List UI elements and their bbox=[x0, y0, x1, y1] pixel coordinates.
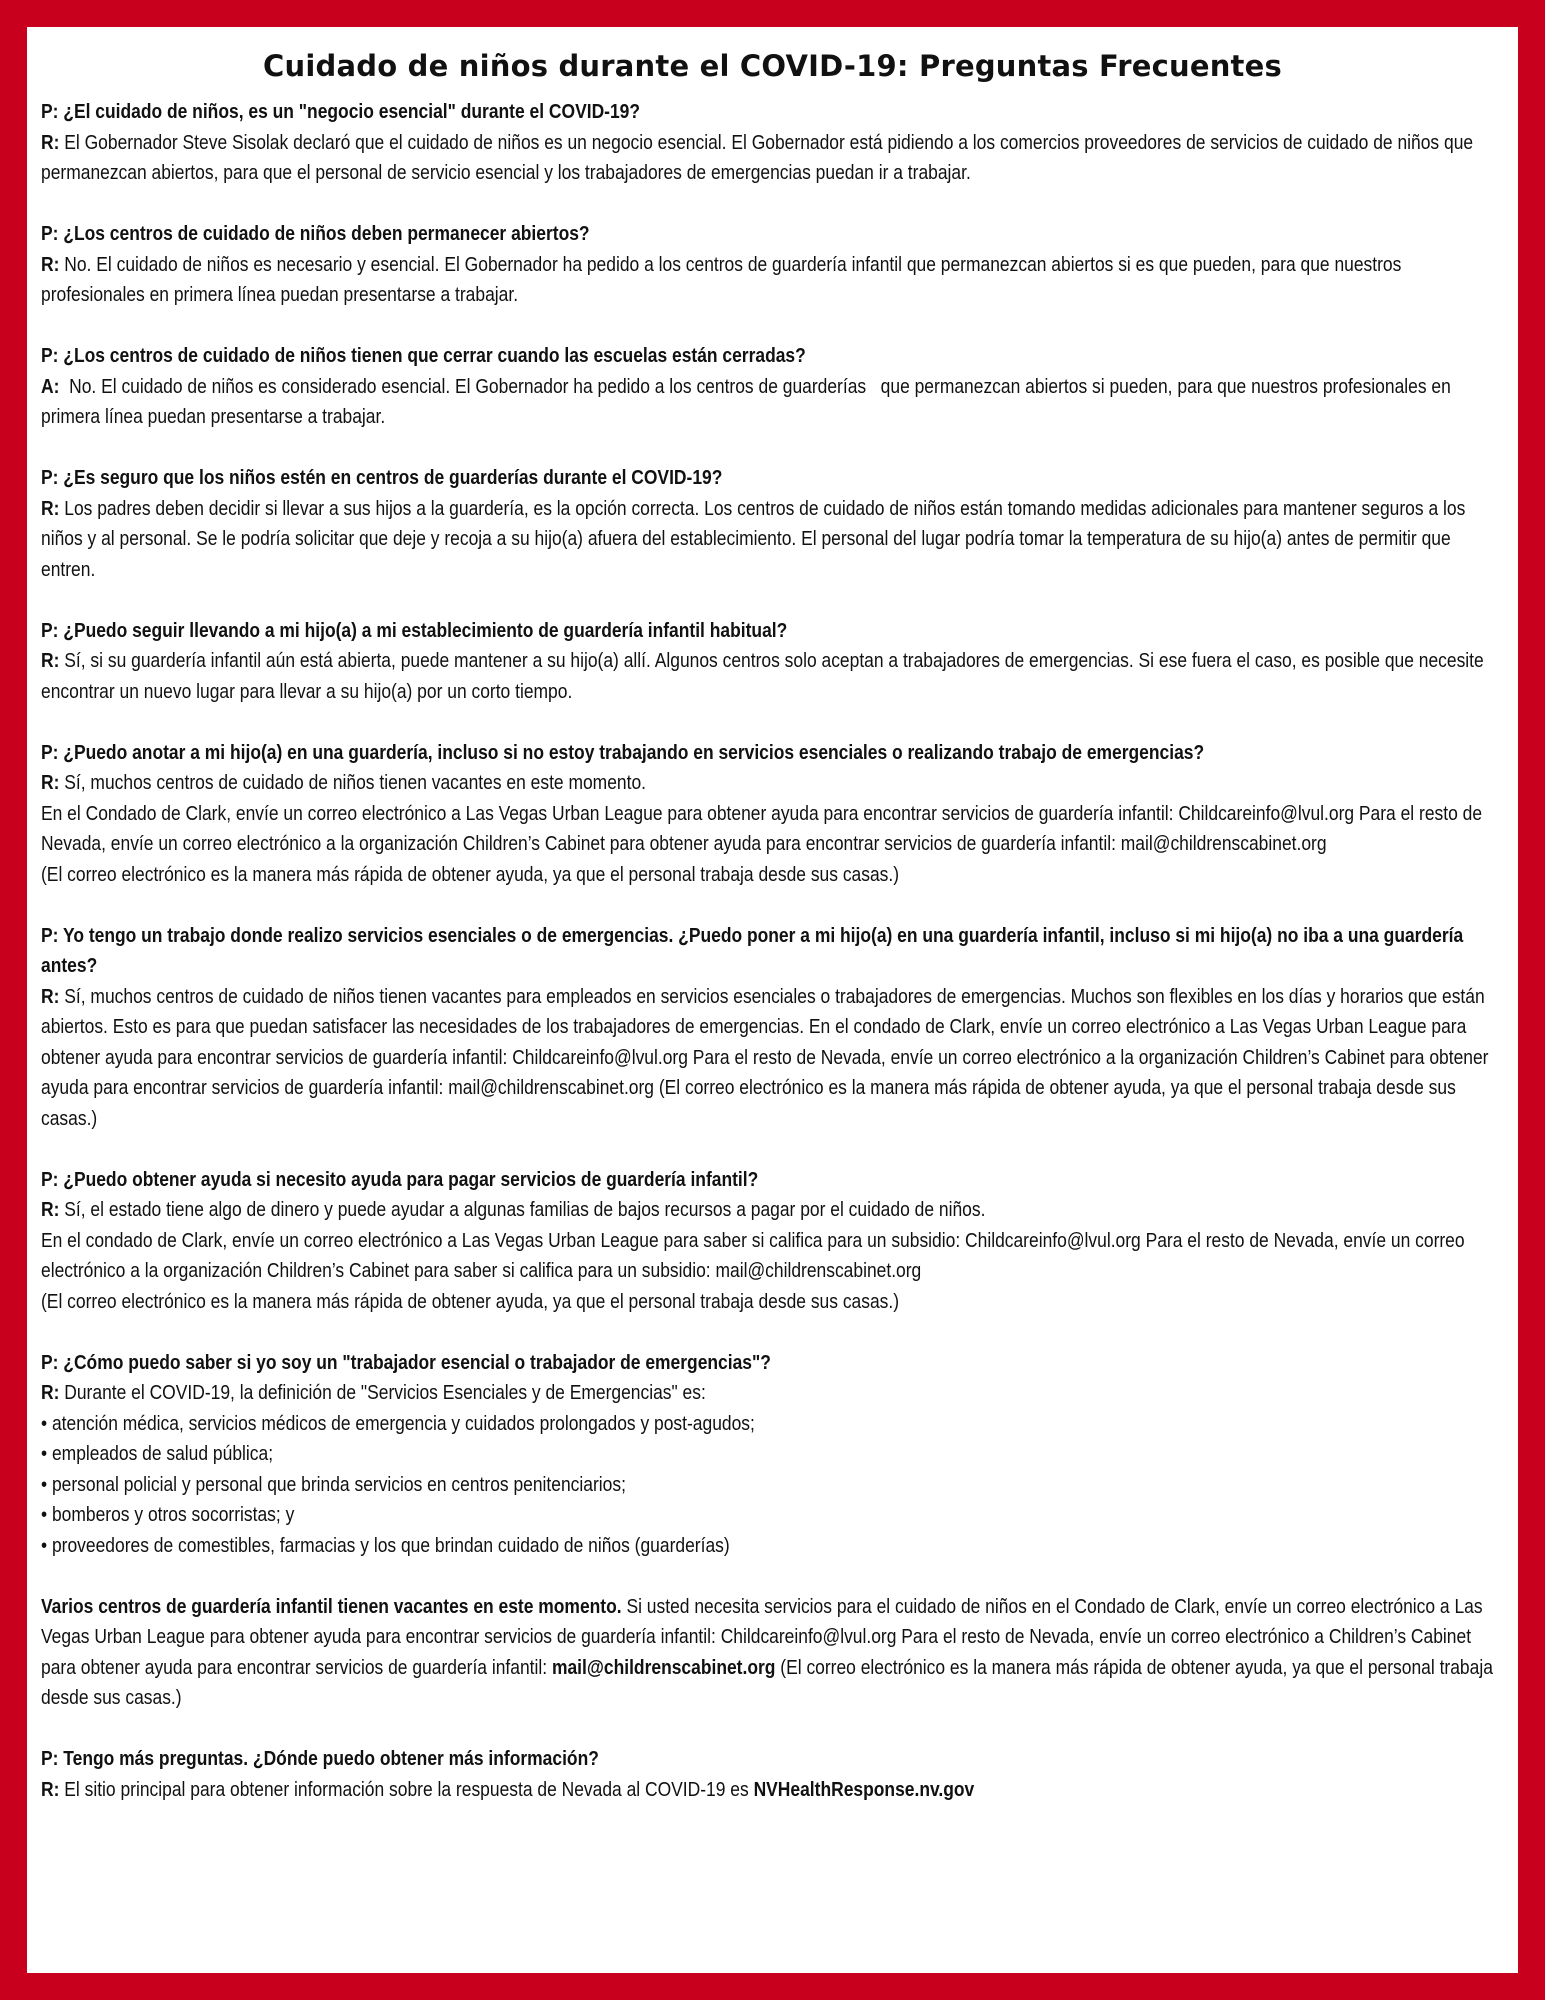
faq-item bbox=[41, 921, 1504, 1135]
bullet-list bbox=[41, 1409, 1504, 1562]
list-item: • atención médica, servicios médicos de emergencia y cuidados prolongados y post-agudos; bbox=[41, 1409, 1504, 1440]
notice-paragraph bbox=[41, 1592, 1504, 1714]
notice-text: Si usted necesita servicios para el cuidado de niños en el Condado de Clark, envíe un correo electrónico a Las Vegas Urban League para obtener ayuda para encontrar servicios de guardería infantil: Childcareinfo@lvul.org Para el resto de Nevada, envíe un correo electrónico a Children’s Cabinet para obtener ayuda para encontrar servicios de guardería infantil: bbox=[41, 1595, 1483, 1679]
faq-item bbox=[41, 341, 1504, 433]
list-item: • empleados de salud pública; bbox=[41, 1439, 1504, 1470]
question: P: ¿Los centros de cuidado de niños tienen que cerrar cuando las escuelas están cerradas? bbox=[41, 345, 806, 367]
question: P: ¿Puedo seguir llevando a mi hijo(a) a mi establecimiento de guardería infantil habitual? bbox=[41, 619, 788, 642]
answer: R: Durante el COVID-19, la definición de "Servicios Esenciales y de Emergencias" es: bbox=[41, 1382, 706, 1404]
answer-note: (El correo electrónico es la manera más rápida de obtener ayuda, ya que el personal trabaja desde sus casas.) bbox=[41, 1290, 900, 1313]
question: P: ¿Cómo puedo saber si yo soy un "trabajador esencial o trabajador de emergencias"? bbox=[41, 1351, 771, 1374]
answer: R: Los padres deben decidir si llevar a sus hijos a la guardería, es la opción correcta. Los centros de cuidado de niños están tomando medidas adicionales para mantener seguros a los niños y al personal. Se le podría solicitar que deje y recoja a su hijo(a) afuera del establecimiento. El personal del lugar podría tomar la temperatura de su hijo(a) antes de permitir que entren. bbox=[41, 497, 1466, 581]
faq-item bbox=[41, 97, 1504, 189]
list-item: • personal policial y personal que brinda servicios en centros penitenciarios; bbox=[41, 1470, 1504, 1501]
list-item: • bomberos y otros socorristas; y bbox=[41, 1500, 1504, 1531]
notice-tail: (El correo electrónico es la manera más rápida de obtener ayuda, ya que el personal trabaja desde sus casas.) bbox=[41, 1656, 1493, 1709]
answer: R: Sí, el estado tiene algo de dinero y puede ayudar a algunas familias de bajos recursos a pagar por el cuidado de niños. bbox=[41, 1199, 986, 1221]
faq-item bbox=[41, 219, 1504, 311]
answer: R: No. El cuidado de niños es necesario y esencial. El Gobernador ha pedido a los centros de guardería infantil que permanezcan abiertos si es que pueden, para que nuestros profesionales en primera línea puedan presentarse a trabajar. bbox=[41, 253, 1402, 306]
question: P: ¿Puedo anotar a mi hijo(a) en una guardería, incluso si no estoy trabajando en servicios esenciales o realizando trabajo de emergencias? bbox=[41, 741, 1205, 764]
notice-email: mail@childrenscabinet.org bbox=[551, 1656, 776, 1679]
question: P: ¿Los centros de cuidado de niños deben permanecer abiertos? bbox=[41, 223, 590, 245]
faq-item bbox=[41, 1165, 1504, 1318]
question: P: ¿Es seguro que los niños estén en centros de guarderías durante el COVID-19? bbox=[41, 467, 723, 489]
list-item: • proveedores de comestibles, farmacias y los que brindan cuidado de niños (guarderías) bbox=[41, 1531, 1504, 1562]
faq-item bbox=[41, 616, 1504, 708]
answer-note: (El correo electrónico es la manera más rápida de obtener ayuda, ya que el personal trabaja desde sus casas.) bbox=[41, 863, 900, 886]
faq-item bbox=[41, 1348, 1504, 1562]
faq-item bbox=[41, 463, 1504, 585]
faq-list bbox=[41, 97, 1504, 1805]
notice-lead: Varios centros de guardería infantil tienen vacantes en este momento. bbox=[41, 1595, 622, 1618]
answer-detail: En el condado de Clark, envíe un correo electrónico a Las Vegas Urban League para saber si califica para un subsidio: Childcareinfo@lvul.org Para el resto de Nevada, envíe un correo electrónico a la organización Children’s Cabinet para saber si califica para un subsidio: mail@childrenscabinet.org bbox=[41, 1229, 1465, 1282]
answer: R: Sí, si su guardería infantil aún está abierta, puede mantener a su hijo(a) allí. Algunos centros solo aceptan a trabajadores de emergencias. Si ese fuera el caso, es posible que necesite encontrar un nuevo lugar para llevar a su hijo(a) por un corto tiempo. bbox=[41, 650, 1484, 703]
website-link[interactable]: NVHealthResponse.nv.gov bbox=[753, 1778, 975, 1801]
answer: R: Sí, muchos centros de cuidado de niños tienen vacantes en este momento. bbox=[41, 772, 647, 794]
question: P: Tengo más preguntas. ¿Dónde puedo obtener más información? bbox=[41, 1748, 599, 1770]
answer-detail: En el Condado de Clark, envíe un correo electrónico a Las Vegas Urban League para obtener ayuda para encontrar servicios de guardería infantil: Childcareinfo@lvul.org Para el resto de Nevada, envíe un correo electrónico a la organización Children’s Cabinet para obtener ayuda para encontrar servicios de guardería infantil: mail@childrenscabinet.org bbox=[41, 802, 1483, 855]
faq-item bbox=[41, 738, 1504, 891]
question: P: Yo tengo un trabajo donde realizo servicios esenciales o de emergencias. ¿Puedo poner a mi hijo(a) en una guardería infantil, incluso si mi hijo(a) no iba a una guardería antes? bbox=[41, 924, 1464, 977]
page-title: Cuidado de niños durante el COVID-19: Preguntas Frecuentes bbox=[263, 49, 1282, 83]
question: P: ¿El cuidado de niños, es un "negocio esencial" durante el COVID-19? bbox=[41, 101, 641, 123]
answer: R: Sí, muchos centros de cuidado de niños tienen vacantes para empleados en servicios esenciales o trabajadores de emergencias. Muchos son flexibles en los días y horarios que están abiertos. Esto es para que puedan satisfacer las necesidades de los trabajadores de emergencias. En el condado de Clark, envíe un correo electrónico a Las Vegas Urban League para obtener ayuda para encontrar servicios de guardería infantil: Childcareinfo@lvul.org Para el resto de Nevada, envíe un correo electrónico a la organización Children’s Cabinet para obtener ayuda para encontrar servicios de guardería infantil: mail@childrenscabinet.org (El correo electrónico es la manera más rápida de obtener ayuda, ya que el personal trabaja desde sus casas.) bbox=[41, 985, 1489, 1130]
answer: R: El sitio principal para obtener información sobre la respuesta de Nevada al COVID-19 es NVHealthResponse.nv.gov bbox=[41, 1778, 975, 1801]
answer: A: No. El cuidado de niños es considerado esencial. El Gobernador ha pedido a los centros de guarderías que permanezcan abiertos si pueden, para que nuestros profesionales en primera línea puedan presentarse a trabajar. bbox=[41, 375, 1456, 428]
faq-item bbox=[41, 1744, 1504, 1805]
answer: R: El Gobernador Steve Sisolak declaró que el cuidado de niños es un negocio esencial. El Gobernador está pidiendo a los comercios proveedores de servicios de cuidado de niños que permanezcan abiertos, para que el personal de servicio esencial y los trabajadores de emergencias puedan ir a trabajar. bbox=[41, 131, 1474, 184]
document-page bbox=[27, 27, 1518, 1973]
question: P: ¿Puedo obtener ayuda si necesito ayuda para pagar servicios de guardería infantil? bbox=[41, 1168, 759, 1191]
